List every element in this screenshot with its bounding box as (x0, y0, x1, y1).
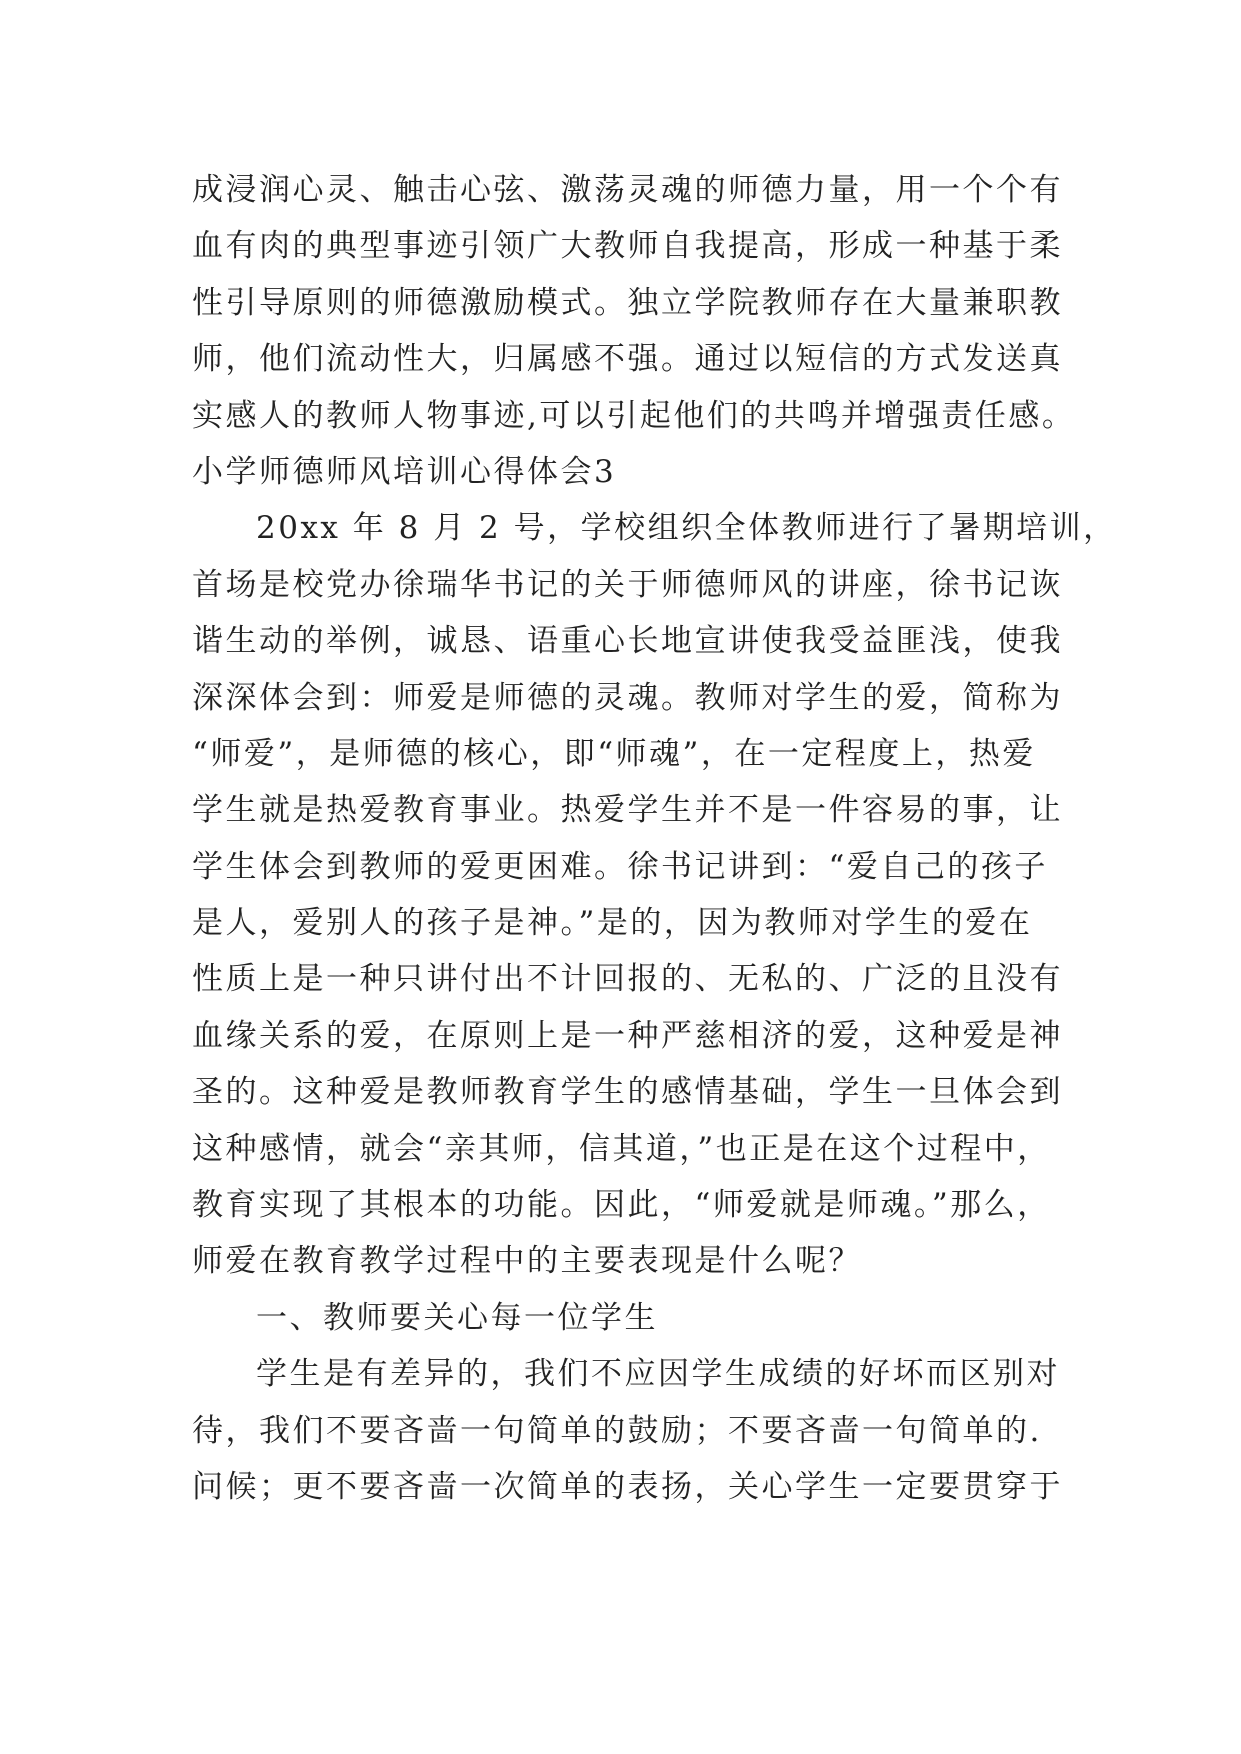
text-line: 深深体会到：师爱是师德的灵魂。教师对学生的爱，简称为 (192, 679, 1063, 716)
text-line: 这种感情，就会“亲其师，信其道，”也正是在这个过程中， (192, 1130, 1051, 1167)
paragraph-start-line: 20xx 年 8 月 2 号，学校组织全体教师进行了暑期培训， (256, 510, 1117, 547)
text-line: 教育实现了其根本的功能。因此，“师爱就是师魂。”那么， (192, 1187, 1051, 1224)
paragraph-start-line: 学生是有差异的，我们不应因学生成绩的好坏而区别对 (256, 1356, 1060, 1393)
text-line: 血缘关系的爱，在原则上是一种严慈相济的爱，这种爱是神 (192, 1017, 1063, 1054)
text-line: 性质上是一种只讲付出不计回报的、无私的、广泛的且没有 (192, 961, 1063, 998)
subheading: 一、教师要关心每一位学生 (256, 1299, 658, 1336)
text-line: 学生就是热爱教育事业。热爱学生并不是一件容易的事，让 (192, 792, 1063, 829)
text-line: 实感人的教师人物事迹,可以引起他们的共鸣并增强责任感。 (192, 397, 1076, 434)
text-line: 谐生动的举例，诚恳、语重心长地宣讲使我受益匪浅，使我 (192, 623, 1063, 660)
text-line: 师，他们流动性大，归属感不强。通过以短信的方式发送真 (192, 341, 1063, 378)
text-line: 学生体会到教师的爱更困难。徐书记讲到：“爱自己的孩子 (192, 848, 1048, 885)
text-line: 性引导原则的师德激励模式。独立学院教师存在大量兼职教 (192, 284, 1063, 321)
text-line: 圣的。这种爱是教师教育学生的感情基础，学生一旦体会到 (192, 1074, 1063, 1111)
text-line: 待，我们不要吝啬一句简单的鼓励；不要吝啬一句简单的. (192, 1412, 1042, 1449)
text-line: “师爱”，是师德的核心，即“师魂”，在一定程度上，热爱 (192, 735, 1036, 772)
text-line: 首场是校党办徐瑞华书记的关于师德师风的讲座，徐书记诙 (192, 566, 1063, 603)
text-line: 血有肉的典型事迹引领广大教师自我提高，形成一种基于柔 (192, 228, 1063, 265)
text-line: 师爱在教育教学过程中的主要表现是什么呢？ (192, 1243, 862, 1280)
document-body (192, 162, 1117, 1515)
text-line: 问候；更不要吝啬一次简单的表扬，关心学生一定要贯穿于 (192, 1468, 1063, 1505)
section-heading: 小学师德师风培训心得体会3 (192, 453, 617, 490)
text-line: 是人，爱别人的孩子是神。”是的，因为教师对学生的爱在 (192, 905, 1033, 942)
text-line: 成浸润心灵、触击心弦、激荡灵魂的师德力量，用一个个有 (192, 172, 1063, 208)
